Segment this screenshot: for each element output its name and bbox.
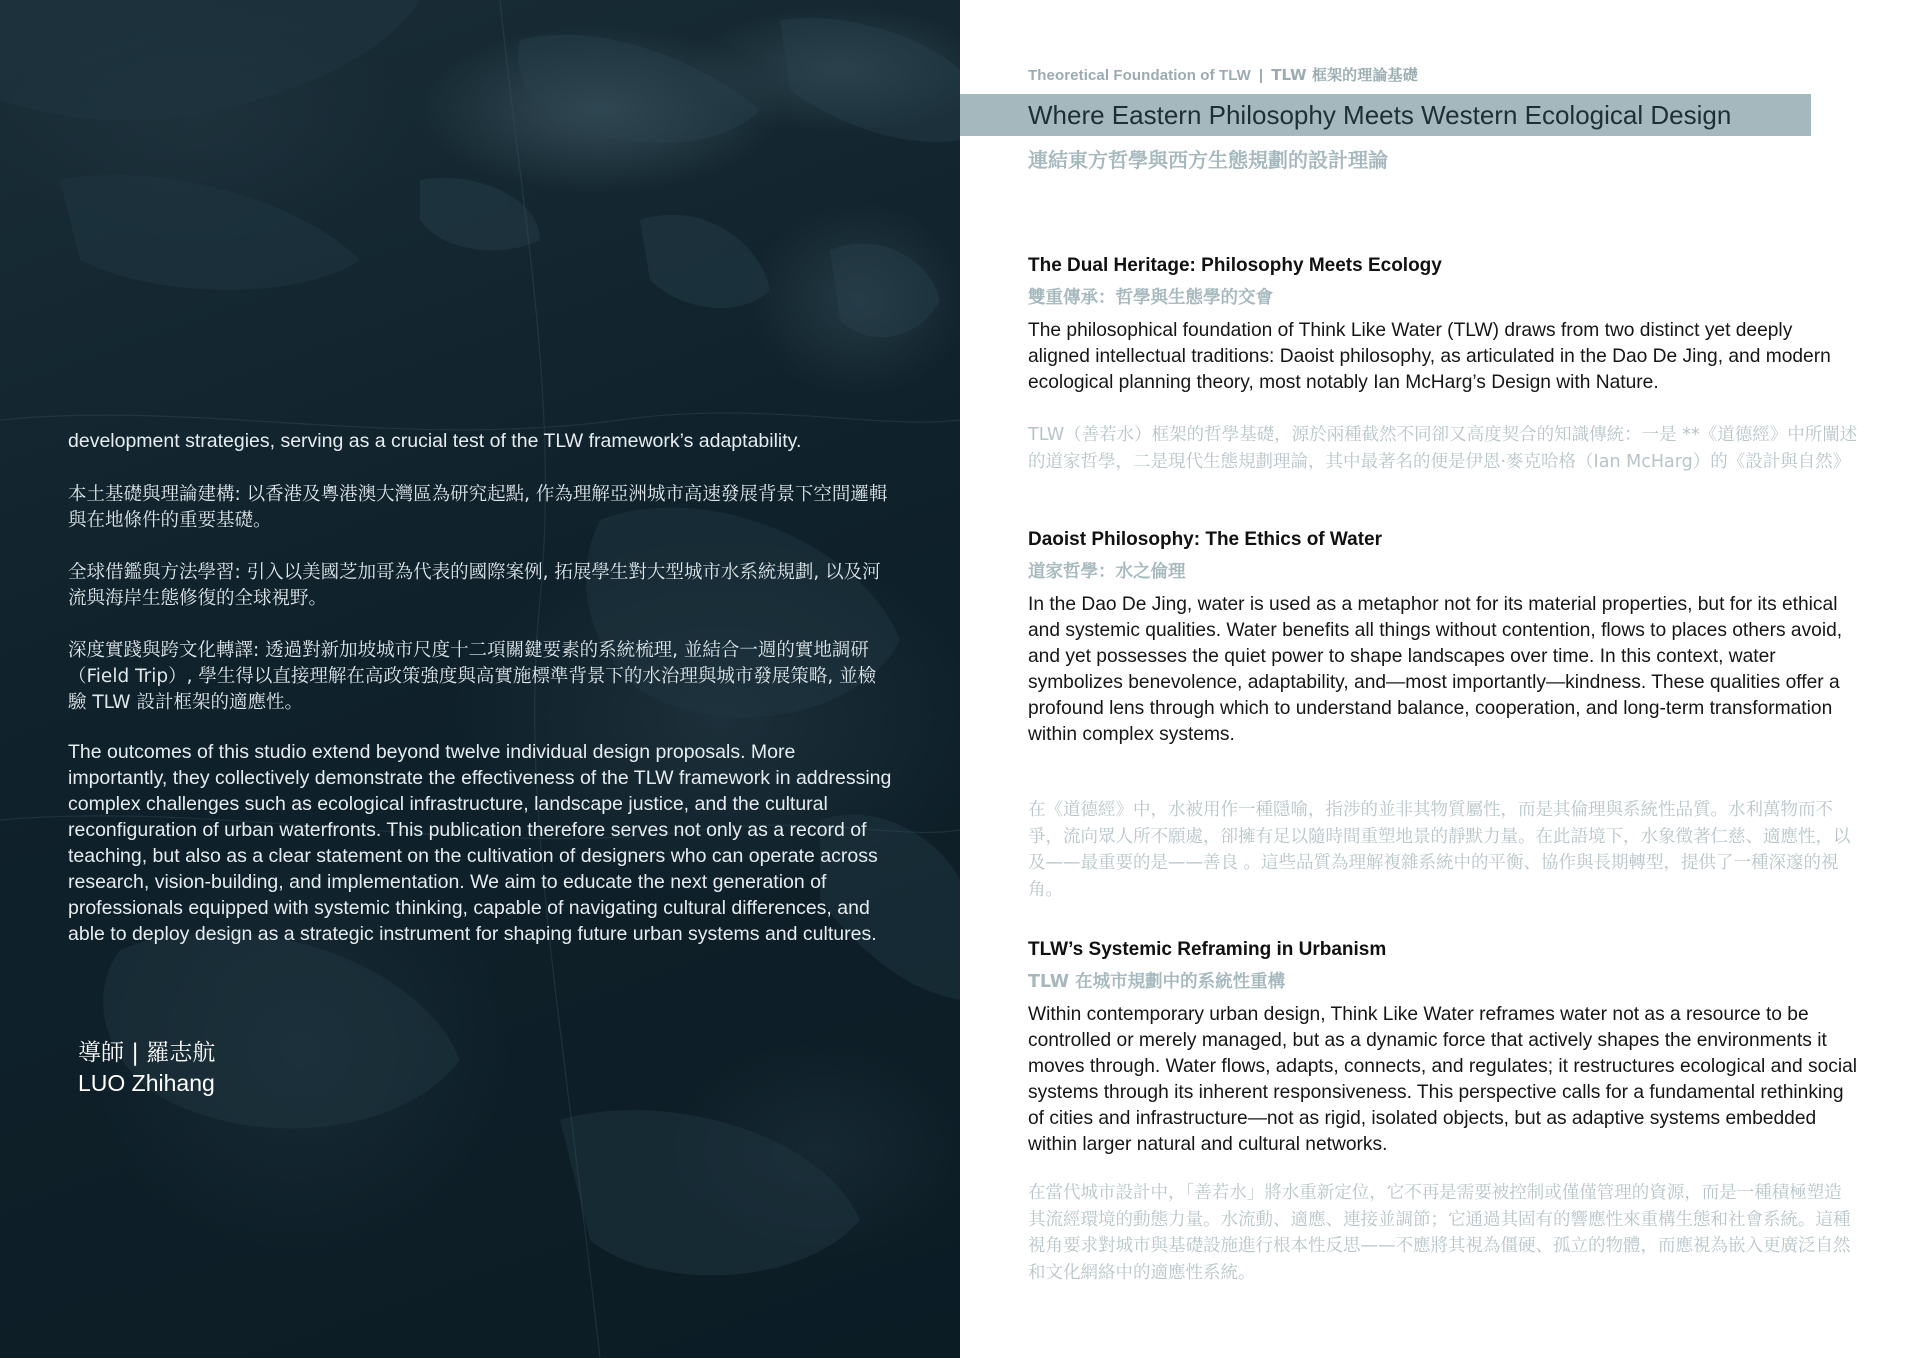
left-paragraph-local-foundation-zh: 本土基礎與理論建構: 以香港及粵港澳大灣區為研究起點, 作為理解亞洲城市高速發展背景下空間邏輯與在地條件的重要基礎。 xyxy=(68,484,888,531)
page-subtitle-zh: 連結東方哲學與西方生態規劃的設計理論 xyxy=(1028,148,1388,172)
heading-systemic-reframing: TLW’s Systemic Reframing in Urbanism xyxy=(1028,939,1387,960)
right-page-text xyxy=(960,0,1920,1358)
left-paragraph-practice-zh: 深度實踐與跨文化轉譯: 透過對新加坡城市尺度十二項關鍵要素的系統梳理, 並結合一週的實地調研（Field Trip）, 學生得以直接理解在高政策強度與高實施標準背景下的水治理與城市發展策略, 並檢驗 TLW 設計框架的適應性。 xyxy=(68,640,877,713)
left-paragraph-outcomes: The outcomes of this studio extend beyond twelve individual design proposals. More importantly, they collectively demonstrate the effectiveness of the TLW framework in addressing complex challenges such as ecological infrastructure, landscape justice, and the cultural reconfiguration of urban waterfronts. This publication therefore serves not only as a record of teaching, but also as a clear statement on the cultivation of designers who can operate across research, vision-building, and implementation. We aim to educate the next generation of professionals equipped with systemic thinking, capable of navigating cultural differences, and able to deploy design as a strategic instrument for shaping future urban systems and cultures. xyxy=(68,741,892,945)
heading-daoist-philosophy-zh: 道家哲學：水之倫理 xyxy=(1028,562,1186,582)
body-systemic-reframing-zh: 在當代城市設計中，「善若水」將水重新定位，它不再是需要被控制或僅僅管理的資源，而是一種積極塑造其流經環境的動態力量。水流動、適應、連接並調節；它通過其固有的響應性來重構生態和社會系統。這種視角要求對城市與基礎設施進行根本性反思——不應將其視為僵硬、孤立的物體，而應視為嵌入更廣泛自然和文化網絡中的適應性系統。 xyxy=(1028,1183,1851,1283)
left-paragraph-adaptability: development strategies, serving as a crucial test of the TLW framework’s adaptability. xyxy=(68,430,802,452)
section-label xyxy=(1028,64,1418,85)
section-label-separator: | xyxy=(1258,67,1264,84)
tutor-signature xyxy=(78,1038,215,1098)
section-label-zh: TLW 框架的理論基礎 xyxy=(1271,66,1418,84)
body-systemic-reframing: Within contemporary urban design, Think Like Water reframes water not as a resource to be controlled or merely managed, but as a dynamic force that actively shapes the environments it moves through. Water flows, adapts, connects, and regulates; it restructures ecological and social systems through its inherent responsiveness. This perspective calls for a fundamental rethinking of cities and infrastructure—not as rigid, isolated objects, but as adaptive systems embedded within larger natural and cultural networks. xyxy=(1028,1004,1858,1155)
body-daoist-philosophy-zh: 在《道德經》中，水被用作一種隱喻，指涉的並非其物質屬性，而是其倫理與系統性品質。水利萬物而不爭，流向眾人所不願處，卻擁有足以隨時間重塑地景的靜默力量。在此語境下，水象徵著仁慈、適應性，以及——最重要的是——善良 。這些品質為理解複雜系統中的平衡、協作與長期轉型，提供了一種深邃的視角。 xyxy=(1028,800,1851,900)
heading-dual-heritage: The Dual Heritage: Philosophy Meets Ecology xyxy=(1028,255,1442,276)
body-dual-heritage-zh: TLW（善若水）框架的哲學基礎，源於兩種截然不同卻又高度契合的知識傳統：一是 **《道德經》中所闡述的道家哲學，二是現代生態規劃理論，其中最著名的便是伊恩·麥克哈格（Ian McHarg）的《設計與自然》 xyxy=(1028,425,1858,472)
heading-daoist-philosophy: Daoist Philosophy: The Ethics of Water xyxy=(1028,529,1382,550)
page-title: Where Eastern Philosophy Meets Western Ecological Design xyxy=(1028,100,1732,130)
body-daoist-philosophy: In the Dao De Jing, water is used as a metaphor not for its material properties, but for its ethical and systemic qualities. Water benefits all things without contention, flows to places others avoid, and yet possesses the quiet power to shape landscapes over time. In this context, water symbolizes benevolence, adaptability, and—most importantly—kindness. These qualities offer a profound lens through which to understand balance, cooperation, and long-term transformation within complex systems. xyxy=(1028,594,1843,745)
title-band xyxy=(960,94,1811,136)
tutor-name-zh: 導師 | 羅志航 xyxy=(78,1040,216,1066)
heading-dual-heritage-zh: 雙重傳承：哲學與生態學的交會 xyxy=(1028,288,1273,308)
left-paragraph-global-reference-zh: 全球借鑑與方法學習: 引入以美國芝加哥為代表的國際案例, 拓展學生對大型城市水系統規劃, 以及河流與海岸生態修復的全球視野。 xyxy=(68,562,881,609)
heading-systemic-reframing-zh: TLW 在城市規劃中的系統性重構 xyxy=(1028,972,1286,992)
body-dual-heritage: The philosophical foundation of Think Like Water (TLW) draws from two distinct yet deeply aligned intellectual traditions: Daoist philosophy, as articulated in the Dao De Jing, and modern ecological planning theory, most notably Ian McHarg’s Design with Nature. xyxy=(1028,320,1831,393)
tutor-name-en: LUO Zhihang xyxy=(78,1070,215,1096)
section-label-en: Theoretical Foundation of TLW xyxy=(1028,67,1251,84)
